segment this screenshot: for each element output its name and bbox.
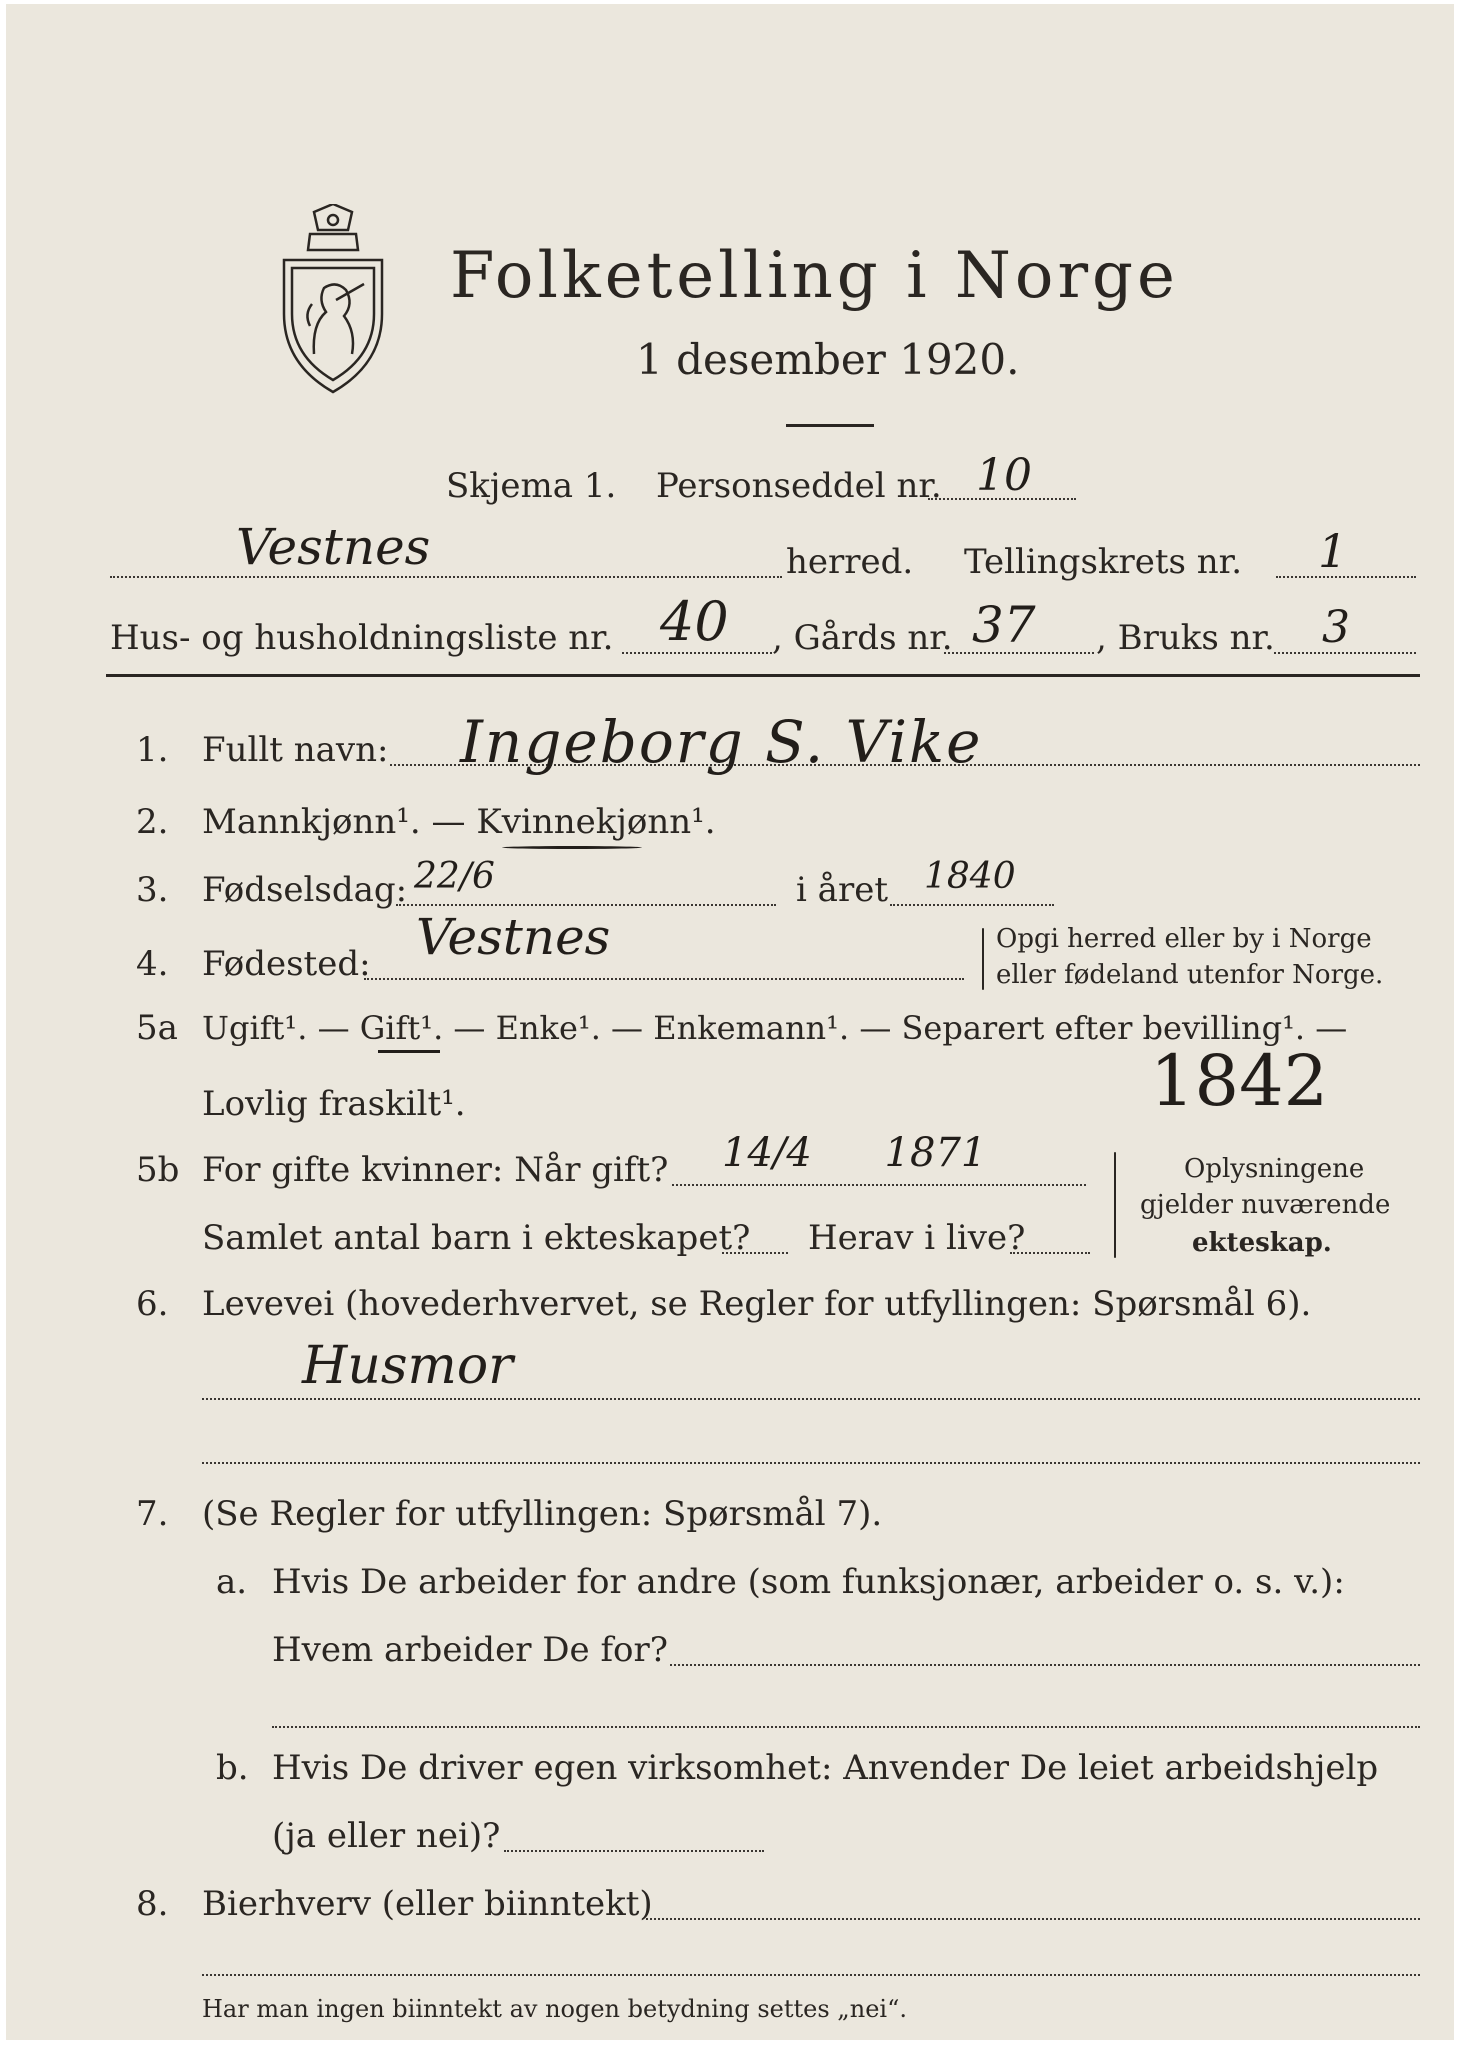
q1-value: Ingeborg S. Vike: [460, 708, 983, 776]
personseddel-value: 10: [976, 450, 1032, 501]
q3-line: [396, 904, 776, 906]
q7a-number: a.: [216, 1562, 248, 1602]
q3-year-label: i året: [796, 870, 888, 910]
q6-label: Levevei (hovederhvervet, se Regler for utfyllingen: Spørsmål 6).: [202, 1284, 1312, 1324]
q4-line: [364, 978, 964, 980]
herred-line: [110, 576, 782, 578]
hus-value: 40: [660, 590, 729, 653]
title-divider: [786, 424, 874, 427]
q1-number: 1.: [136, 730, 169, 770]
form-title: Folketelling i Norge: [450, 239, 1179, 313]
q5b-children-line: [722, 1252, 788, 1254]
herred-value: Vestnes: [236, 518, 431, 576]
q7-label: (Se Regler for utfyllingen: Spørsmål 7).: [202, 1494, 883, 1534]
q5b-line: [672, 1184, 1086, 1186]
q4-note-2: eller fødeland utenfor Norge.: [996, 960, 1384, 990]
gards-label: , Gårds nr.: [772, 618, 953, 658]
tellingskrets-label: Tellingskrets nr.: [964, 542, 1243, 582]
footer-note: Har man ingen biinntekt av nogen betydning settes „nei“.: [202, 1995, 907, 2023]
q2-number: 2.: [136, 802, 169, 842]
q7a-line-1: [670, 1664, 1420, 1666]
q8-line-1: [646, 1918, 1420, 1920]
q2-underline-mark: [502, 846, 642, 849]
q7b-number: b.: [216, 1748, 249, 1788]
q5b-alive-line: [1010, 1252, 1090, 1254]
q5b-note-3: ekteskap.: [1192, 1228, 1332, 1258]
hus-label: Hus- og husholdningsliste nr.: [110, 618, 614, 658]
q3-label: Fødselsdag:: [202, 870, 408, 910]
q8-label: Bierhverv (eller biinntekt): [202, 1884, 653, 1924]
q7b-label-2: (ja eller nei)?: [272, 1816, 501, 1856]
header-divider: [106, 674, 1420, 677]
q7a-label: Hvis De arbeider for andre (som funksjonær, arbeider o. s. v.):: [272, 1562, 1345, 1602]
norwegian-lion-crest-icon: [274, 204, 392, 394]
q4-brace: [982, 928, 984, 990]
q7b-line: [504, 1850, 764, 1852]
q1-label: Fullt navn:: [202, 730, 389, 770]
q5b-note-2: gjelder nuværende: [1140, 1190, 1391, 1220]
census-date: 1 desember 1920.: [636, 335, 1020, 384]
q7b-label: Hvis De driver egen virksomhet: Anvender De leiet arbeidshjelp: [272, 1748, 1379, 1788]
skjema-label: Skjema 1.: [446, 466, 617, 506]
q5b-label-3: Herav i live?: [808, 1218, 1026, 1258]
q5a-annotation: 1842: [1150, 1040, 1329, 1122]
q8-line-2: [202, 1974, 1420, 1976]
q5a-underline-mark: [378, 1050, 440, 1053]
q6-value: Husmor: [302, 1336, 513, 1396]
bruks-value: 3: [1322, 602, 1350, 653]
q5a-number: 5a: [136, 1008, 178, 1048]
herred-label: herred.: [786, 542, 914, 582]
q3-number: 3.: [136, 870, 169, 910]
q5b-number: 5b: [136, 1150, 180, 1190]
q8-number: 8.: [136, 1884, 169, 1924]
q6-line-1: [202, 1398, 1420, 1400]
q2-label: Mannkjønn¹. — Kvinnekjønn¹.: [202, 802, 716, 842]
q3-year-value: 1840: [924, 856, 1016, 897]
q7-number: 7.: [136, 1494, 169, 1534]
q4-value: Vestnes: [416, 908, 611, 966]
q3-year-line: [890, 904, 1054, 906]
gards-value: 37: [972, 596, 1036, 654]
q6-line-2: [202, 1462, 1420, 1464]
q4-note-1: Opgi herred eller by i Norge: [996, 924, 1372, 954]
q3-value: 22/6: [414, 856, 495, 897]
q5a-label: Ugift¹. — Gift¹. — Enke¹. — Enkemann¹. — Separert efter bevilling¹. —: [202, 1009, 1348, 1047]
q5b-brace: [1114, 1152, 1116, 1258]
q6-number: 6.: [136, 1284, 169, 1324]
personseddel-label: Personseddel nr.: [656, 466, 942, 506]
q5b-note-1: Oplysningene: [1184, 1154, 1365, 1184]
q7a-label-2: Hvem arbeider De for?: [272, 1630, 668, 1670]
q4-label: Fødested:: [202, 944, 371, 984]
q5b-label-2: Samlet antal barn i ekteskapet?: [202, 1218, 751, 1258]
q7a-line-2: [272, 1726, 1420, 1728]
q4-number: 4.: [136, 944, 169, 984]
q5a-label-2: Lovlig fraskilt¹.: [202, 1084, 466, 1124]
q5b-value: 14/4 1871: [722, 1130, 987, 1176]
q5b-label: For gifte kvinner: Når gift?: [202, 1150, 669, 1190]
census-form: [6, 4, 1454, 2040]
tellingskrets-value: 1: [1318, 524, 1348, 578]
bruks-label: , Bruks nr.: [1096, 618, 1275, 658]
